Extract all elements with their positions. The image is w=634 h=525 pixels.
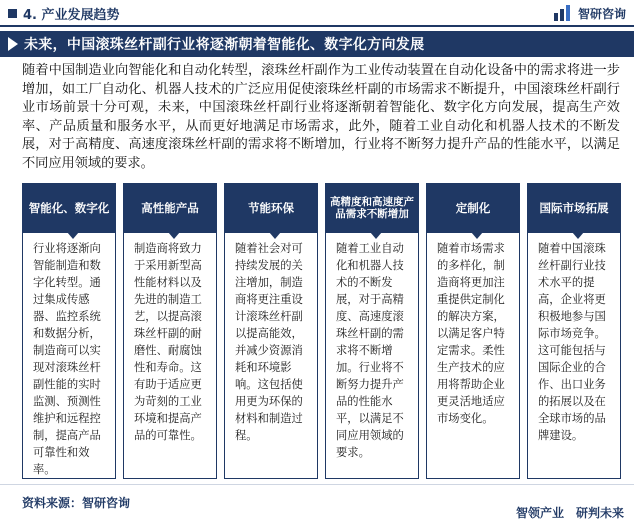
brand-logo-group xyxy=(553,4,626,22)
card-title: 定制化 xyxy=(426,183,520,233)
footer-divider xyxy=(0,484,634,485)
slogan-right: 研判未来 xyxy=(575,506,624,520)
banner-title: 未来，中国滚珠丝杆副行业将逐渐朝着智能化、数字化方向发展 xyxy=(24,37,425,53)
footer-slogan xyxy=(516,504,624,521)
trend-card xyxy=(22,183,116,479)
trend-card xyxy=(325,183,419,479)
card-title: 高精度和高速度产品需求不断增加 xyxy=(325,183,419,233)
banner xyxy=(0,31,634,57)
slogan-left: 智领产业 xyxy=(515,506,564,520)
intro-paragraph: 随着中国制造业向智能化和自动化转型，滚珠丝杆副作为工业传动装置在自动化设备中的需求将进一步增加，如工厂自动化、机器人技术的广泛应用促使滚珠丝杆副的市场需求不断提升，中国滚珠丝杆副行业市场前景十分可观，未来，中国滚珠丝杆副行业将逐渐朝着智能化、数字化方向发展，提高生产效率、产品质量和服务水平，从而更好地满足市场需求，此外，随着工业自动化和机器人技术的不断发展，对于高精度、高速度滚珠丝杆副的需求将不断增加，行业将不断努力提升产品的性能水平，以满足不同应用领域的要求。 xyxy=(22,63,620,171)
trend-card xyxy=(426,183,520,479)
card-notch-icon xyxy=(370,232,382,239)
card-title: 高性能产品 xyxy=(123,183,217,233)
trend-card xyxy=(224,183,318,479)
card-notch-icon xyxy=(269,232,281,239)
square-bullet-icon xyxy=(8,9,17,18)
brand-logo-icon xyxy=(553,4,573,22)
card-body: 制造商将致力于采用新型高性能材料以及先进的制造工艺，以提高滚珠丝杆副的耐磨性、耐腐蚀性和寿命。这有助于适应更为苛刻的工业环境和提高产品的可靠性。 xyxy=(134,242,202,442)
card-body: 随着工业自动化和机器人技术的不断发展，对于高精度、高速度滚珠丝杆副的需求将不断增加。行业将不断努力提升产品的性能水平，以满足不同应用领域的要求。 xyxy=(336,242,404,459)
card-body: 随着社会对可持续发展的关注增加，制造商将更注重设计滚珠丝杆副以提高能效，并减少资源消耗和环境影响。这包括使用更为环保的材料和制造过程。 xyxy=(235,242,303,442)
source-note: 资料来源：智研咨询 xyxy=(22,496,131,510)
card-notch-icon xyxy=(471,232,483,239)
card-notch-icon xyxy=(572,232,584,239)
card-notch-icon xyxy=(67,232,79,239)
card-title: 节能环保 xyxy=(224,183,318,233)
triangle-marker-icon xyxy=(8,37,18,51)
card-title: 国际市场拓展 xyxy=(527,183,621,233)
trend-card xyxy=(123,183,217,479)
card-body: 随着中国滚珠丝杆副行业技术水平的提高，企业将更积极地参与国际市场竞争。这可能包括与国际企业的合作、出口业务的拓展以及在全球市场的品牌建设。 xyxy=(538,242,606,442)
card-title: 智能化、数字化 xyxy=(22,183,116,233)
brand-name: 智研咨询 xyxy=(577,6,626,21)
top-bar xyxy=(0,0,634,26)
trend-card xyxy=(527,183,621,479)
card-body: 行业将逐渐向智能制造和数字化转型。通过集成传感器、监控系统和数据分析，制造商可以实现对滚珠丝杆副性能的实时监测、预测性维护和远程控制，提高产品可靠性和效率。 xyxy=(33,242,101,476)
header-divider xyxy=(0,25,634,27)
card-body: 随着市场需求的多样化，制造商将更加注重提供定制化的解决方案，以满足客户特定需求。柔性生产技术的应用将帮助企业更灵活地适应市场变化。 xyxy=(437,242,505,425)
card-notch-icon xyxy=(168,232,180,239)
section-heading xyxy=(8,4,120,22)
section-title: 4. 产业发展趋势 xyxy=(23,7,120,23)
